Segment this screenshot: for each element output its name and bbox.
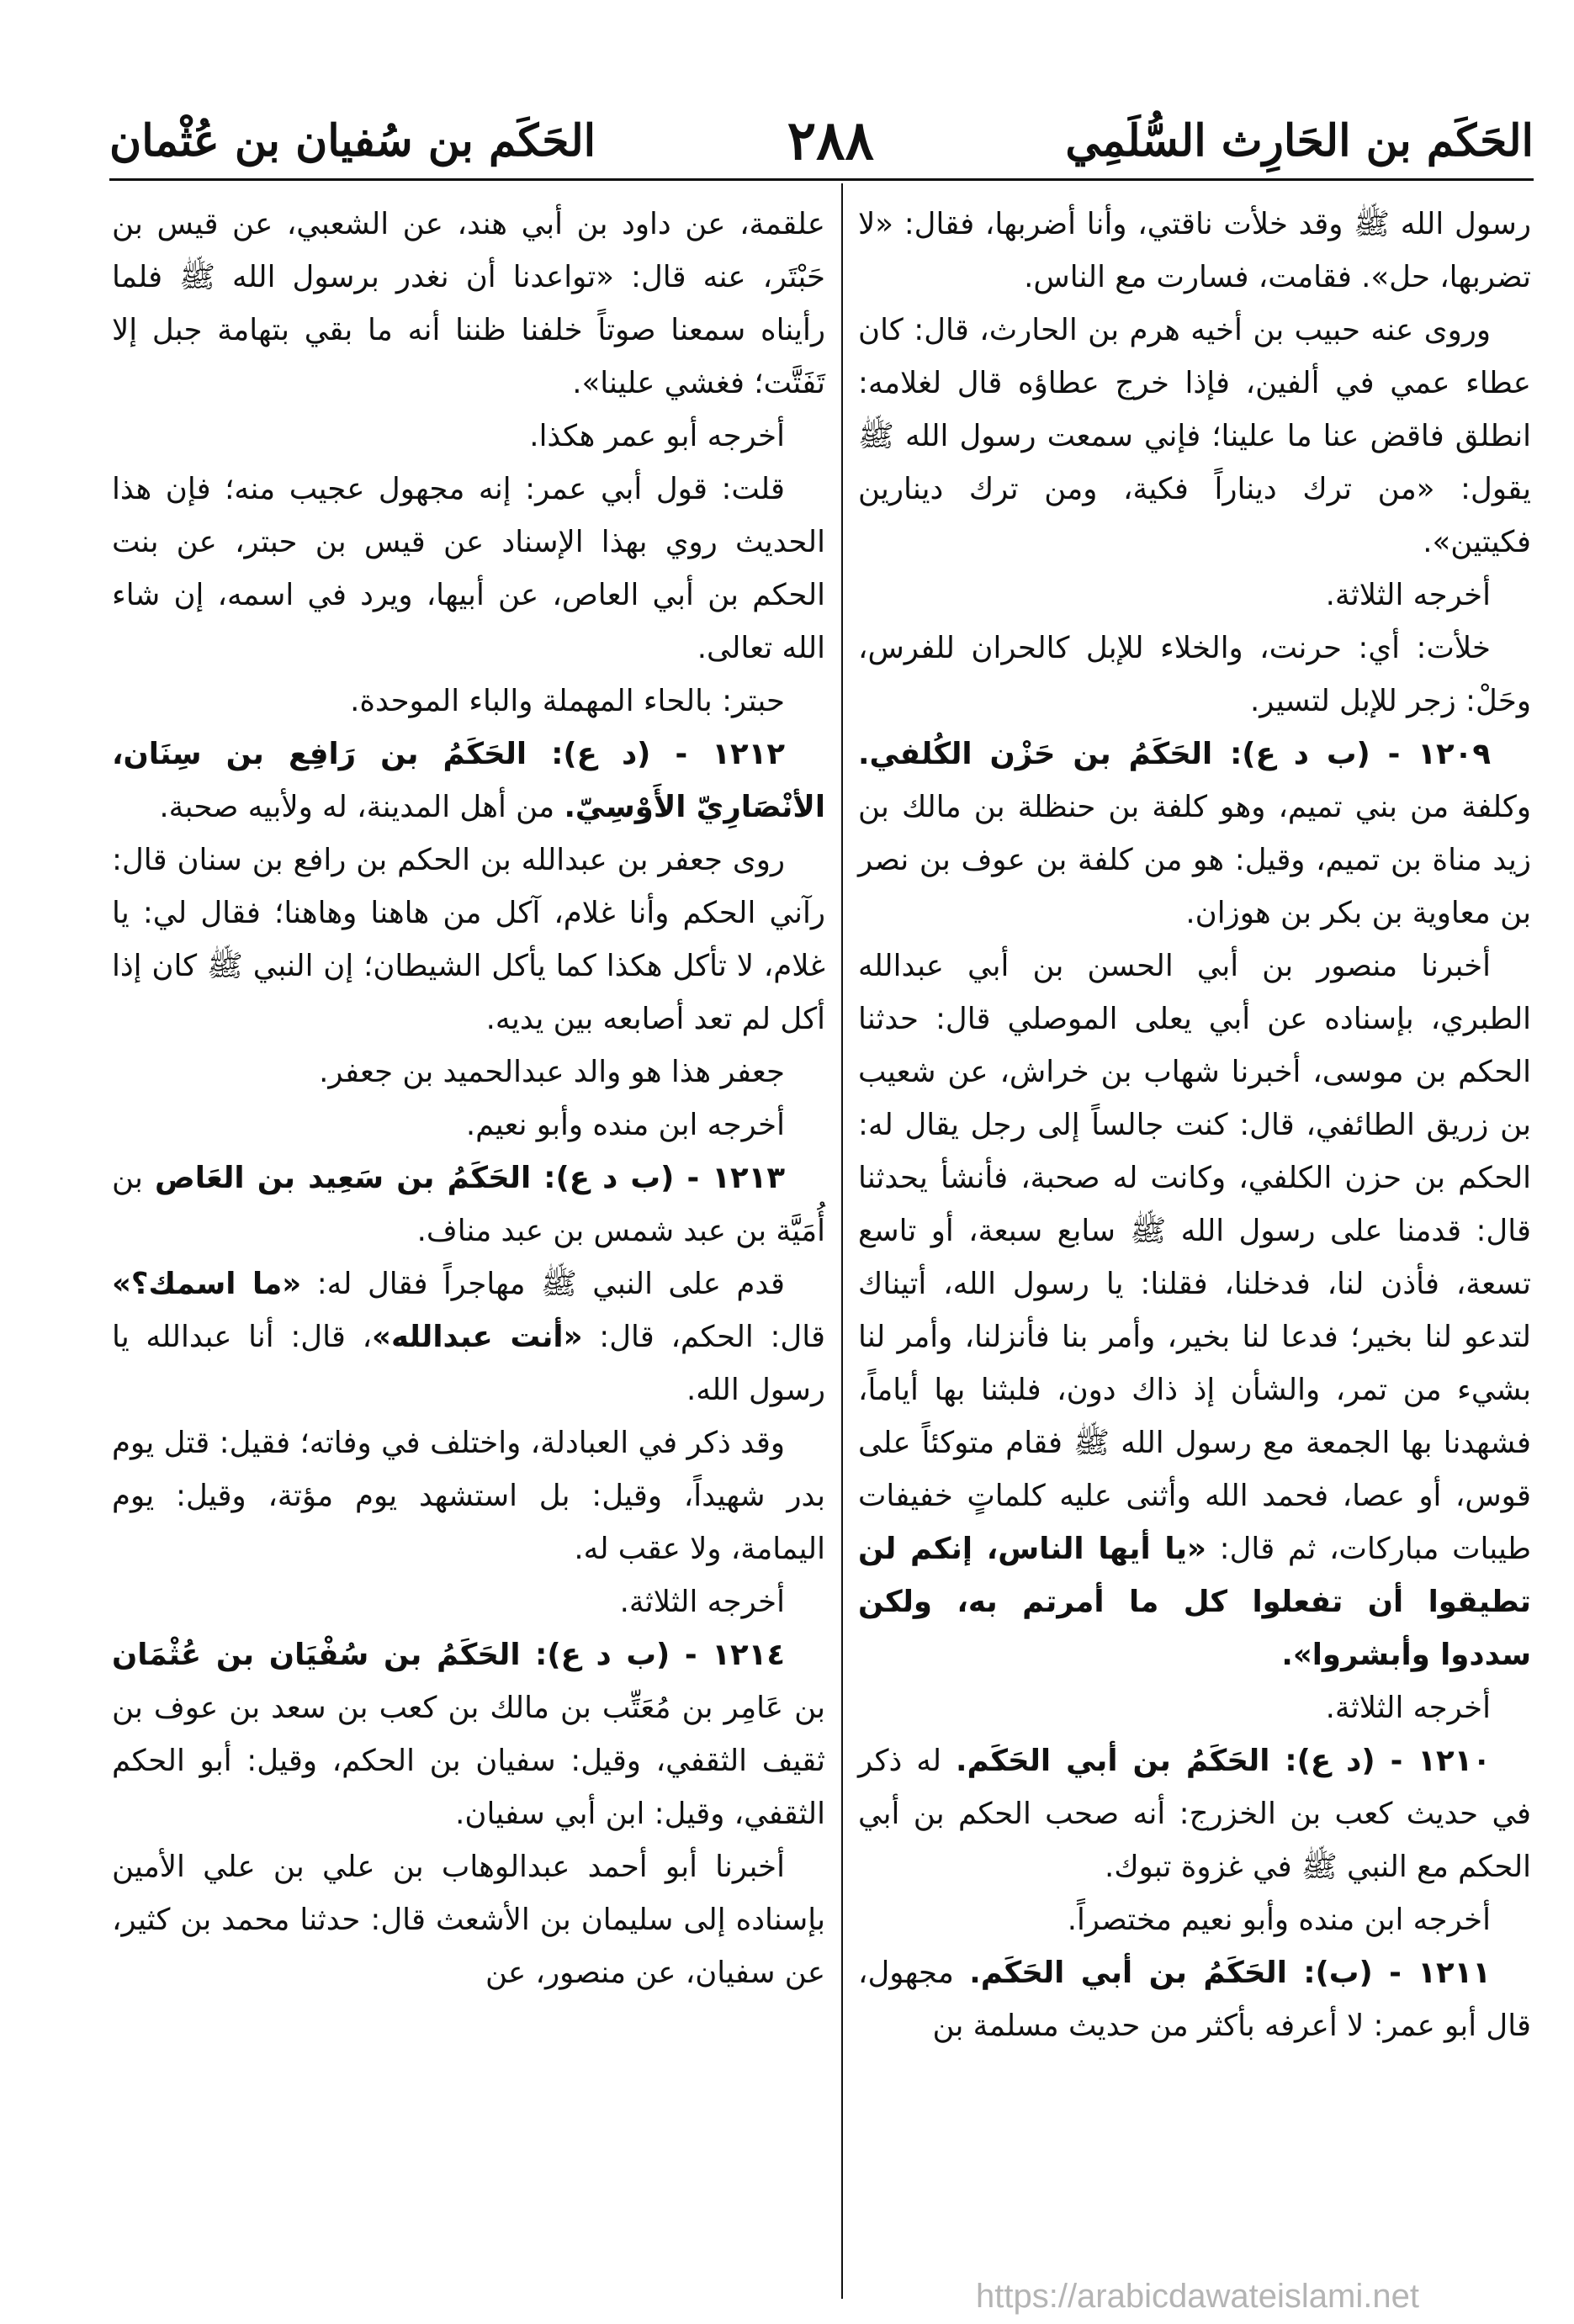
paragraph: وقد ذكر في العبادلة، واختلف في وفاته؛ فقيل: قتل يوم بدر شهيداً، وقيل: بل استشهد يوم مؤتة، وقيل: يوم اليمامة، ولا عقب له. xyxy=(112,1426,825,1566)
paragraph: أخرجه أبو عمر هكذا. xyxy=(529,419,785,453)
entry-text: مجهول، قال أبو عمر: لا أعرفه بأكثر من حديث مسلمة بن xyxy=(858,1956,1531,2043)
narration-text: أخبرنا منصور بن أبي الحسن بن أبي عبدالله الطبري، بإسناده عن أبي يعلى الموصلي قال: حدثنا الحكم بن موسى، أخبرنا شهاب بن خراش، عن شعيب بن زريق الطائفي، قال: كنت جالساً إلى رجل يقال له: الحكم بن حزن الكلفي، وكانت له صحبة، فأنشأ يحدثنا قال: قدمنا على رسول الله ﷺ سابع سبعة، أو تاسع تسعة، فأذن لنا، فدخلنا، فقلنا: يا رسول الله، أتيناك لتدعو لنا بخير؛ فدعا لنا بخير، وأمر بنا فأنزلنا، وأمر لنا بشيء من تمر، والشأن إذ ذاك دون، فلبثنا بها أياماً، فشهدنا بها الجمعة مع رسول الله ﷺ فقام متوكئاً على قوس، أو عصا، فحمد الله وأثنى عليه كلماتٍ خفيفات طيبات مباركات، ثم قال: xyxy=(858,949,1531,1566)
paragraph xyxy=(858,940,1531,1681)
paragraph: حبتر: بالحاء المهملة والباء الموحدة. xyxy=(350,684,785,718)
paragraph: أخبرنا أبو أحمد عبدالوهاب بن علي بن علي الأمين بإسناده إلى سليمان بن الأشعث قال: حدثنا محمد بن كثير، عن سفيان، عن منصور، عن xyxy=(112,1850,825,1990)
paragraph: قلت: قول أبي عمر: إنه مجهول عجيب منه؛ فإن هذا الحديث روي بهذا الإسناد عن قيس بن حبتر، عن بنت الحكم بن أبي العاص، عن أبيها، ويرد في اسمه، إن شاء الله تعالى. xyxy=(112,472,825,665)
paragraph xyxy=(112,1257,825,1416)
paragraph: أخرجه ابن منده وأبو نعيم مختصراً. xyxy=(1067,1903,1491,1937)
paragraph: روى جعفر بن عبدالله بن الحكم بن رافع بن سنان قال: رآني الحكم وأنا غلام، آكل من هاهنا وهاهنا؛ فقال لي: يا غلام، لا تأكل هكذا كما يأكل الشيطان؛ إن النبي ﷺ كان إذا أكل لم تعد أصابعه بين يديه. xyxy=(112,843,825,1036)
entry-heading: ١٢٠٩ - (ب د ع): الحَكَمُ بن حَزْن الكُلفي. xyxy=(858,737,1491,771)
page-header xyxy=(109,94,1534,187)
narration-text: قال: الحكم، قال: xyxy=(599,1320,825,1354)
running-title-left: الحَكَم بن سُفيان بن عُثْمان xyxy=(109,114,596,167)
right-column xyxy=(858,198,1531,2052)
entry-heading: ١٢١٠ - (د ع): الحَكَمُ بن أبي الحَكَم. xyxy=(956,1744,1491,1778)
entry-text: من أهل المدينة، له ولأبيه صحبة. xyxy=(159,790,555,824)
entry-text: بن أُمَيَّة بن عبد شمس بن عبد مناف. xyxy=(112,1161,825,1248)
column-divider xyxy=(841,183,843,2299)
source-watermark: https://arabicdawateislami.net xyxy=(976,2278,1419,2315)
entry-heading: ١٢١١ - (ب): الحَكَمُ بن أبي الحَكَم. xyxy=(969,1956,1491,1990)
paragraph: علقمة، عن داود بن أبي هند، عن الشعبي، عن قيس بن حَبْتَر، عنه قال: «تواعدنا أن نغدر برسول الله ﷺ فلما رأيناه سمعنا صوتاً خلفنا ظننا أنه ما بقي بتهامة جبل إلا تَفَتَّت؛ فغشي علينا». xyxy=(112,207,825,400)
entry-heading: ١٢١٤ - (ب د ع): الحَكَمُ بن سُفْيَان بن عُثْمَان xyxy=(112,1638,785,1672)
narration-text: ، قال: أنا عبدالله يا رسول الله. xyxy=(112,1320,825,1407)
paragraph: خلأت: أي: حرنت، والخلاء للإبل كالحران للفرس، وحَلْ: زجر للإبل لتسير. xyxy=(858,631,1531,718)
hadith-quote: «ما اسمك؟» xyxy=(112,1267,302,1301)
paragraph: جعفر هذا هو والد عبدالحميد بن جعفر. xyxy=(319,1055,785,1089)
running-title-right: الحَكَم بن الحَارِث السُّلَمِي xyxy=(1065,114,1534,167)
left-column xyxy=(112,198,825,1999)
entry-text: وكلفة من بني تميم، وهو كلفة بن حنظلة بن مالك بن زيد مناة بن تميم، وقيل: هو من كلفة بن عوف بن نصر بن معاوية بن بكر بن هوزان. xyxy=(858,790,1531,930)
paragraph: وروى عنه حبيب بن أخيه هرم بن الحارث، قال: كان عطاء عمي في ألفين، فإذا خرج عطاؤه قال لغلامه: انطلق فاقض عنا ما علينا؛ فإني سمعت رسول الله ﷺ يقول: «من ترك ديناراً فكية، ومن ترك دينارين فكيتين». xyxy=(858,313,1531,559)
header-divider xyxy=(109,178,1534,181)
paragraph: أخرجه الثلاثة. xyxy=(1325,1691,1491,1725)
paragraph: أخرجه ابن منده وأبو نعيم. xyxy=(465,1108,785,1142)
hadith-quote: «يا أيها الناس، إنكم لن تطيقوا أن تفعلوا كل ما أمرتم به، ولكن سددوا وأبشروا». xyxy=(858,1532,1531,1672)
entry-1212 xyxy=(112,728,825,834)
narration-text: قدم على النبي ﷺ مهاجراً فقال له: xyxy=(316,1267,785,1301)
entry-heading: ١٢١٢ - (د ع): الحَكَمُ بن رَافِع بن سِنَان، الأنْصَارِيّ الأَوْسِيّ. xyxy=(112,737,825,824)
hadith-quote: «أنت عبدالله» xyxy=(372,1320,583,1354)
entry-1210 xyxy=(858,1734,1531,1893)
entry-heading: ١٢١٣ - (ب د ع): الحَكَمُ بن سَعِيد بن العَاص xyxy=(154,1161,785,1195)
paragraph: أخرجه الثلاثة. xyxy=(1325,578,1491,612)
entry-text: له ذكر في حديث كعب بن الخزرج: أنه صحب الحكم بن أبي الحكم مع النبي ﷺ في غزوة تبوك. xyxy=(858,1744,1531,1884)
entry-1209 xyxy=(858,728,1531,940)
entry-1214 xyxy=(112,1628,825,1840)
page-number: ٢٨٨ xyxy=(787,109,874,172)
entry-1211 xyxy=(858,1946,1531,2052)
entry-text: بن عَامِر بن مُعَتِّب بن مالك بن كعب بن سعد بن عوف بن ثقيف الثقفي، وقيل: سفيان بن الحكم، وقيل: أبو الحكم الثقفي، وقيل: ابن أبي سفيان. xyxy=(112,1691,825,1831)
paragraph: رسول الله ﷺ وقد خلأت ناقتي، وأنا أضربها، فقال: «لا تضربها، حل». فقامت، فسارت مع الناس. xyxy=(858,207,1531,294)
entry-1213 xyxy=(112,1151,825,1257)
paragraph: أخرجه الثلاثة. xyxy=(619,1585,785,1619)
